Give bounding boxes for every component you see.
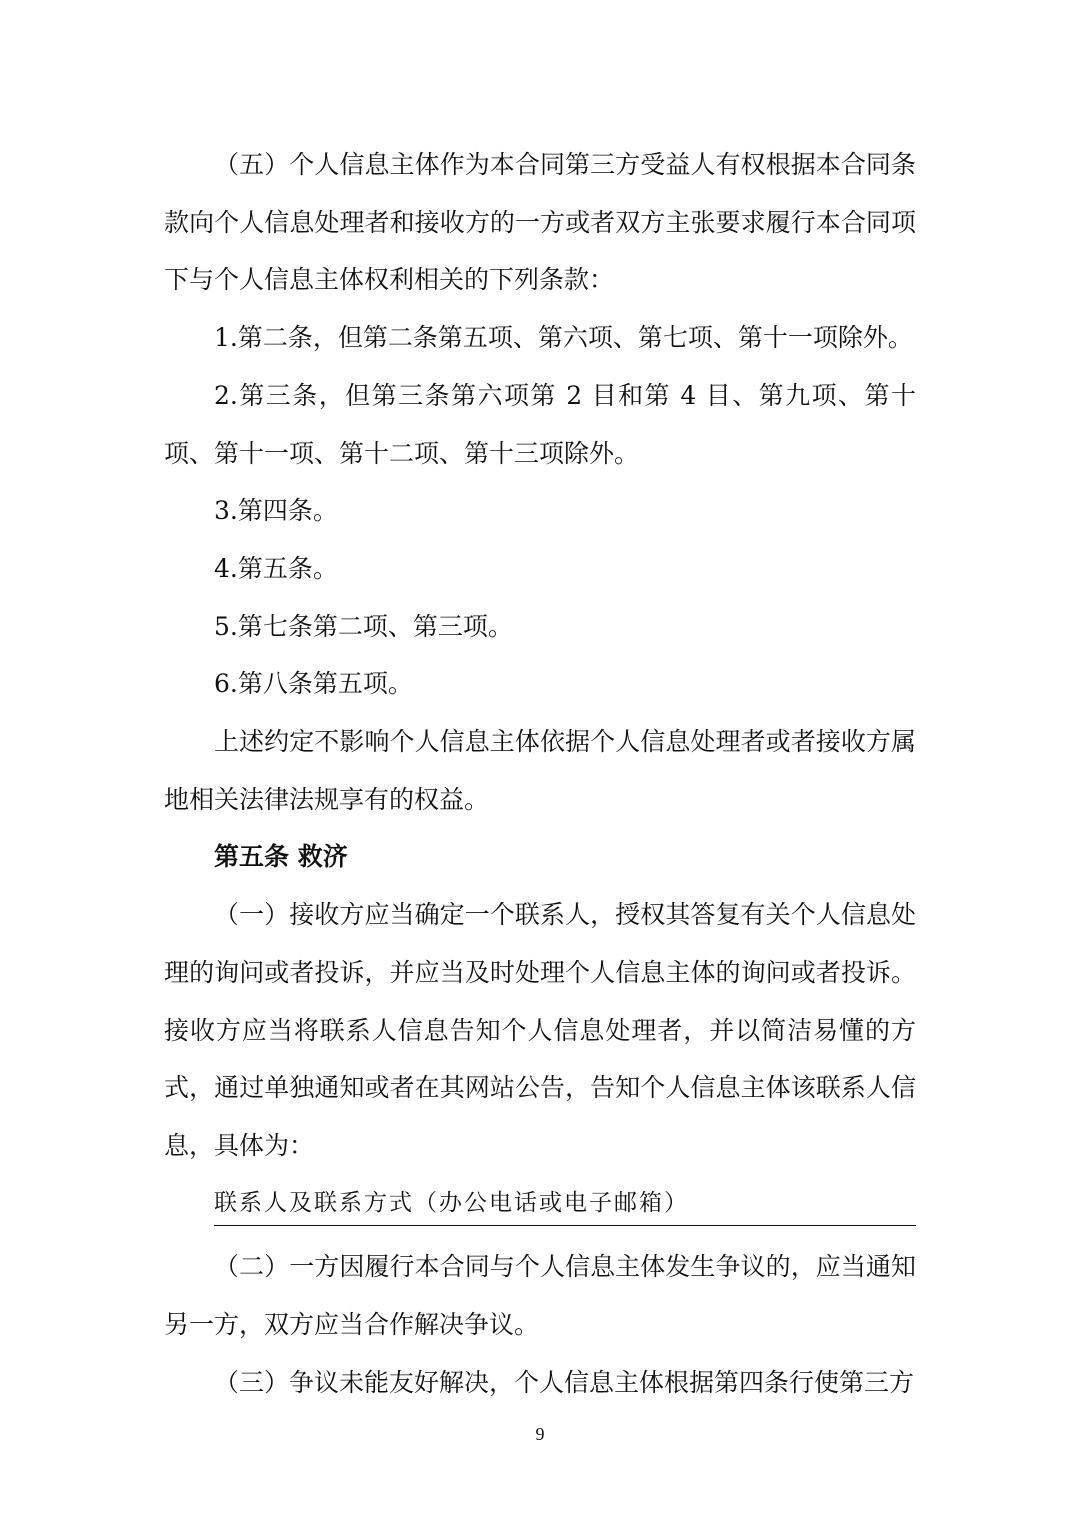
paragraph-dispute-notice: （二）一方因履行本合同与个人信息主体发生争议的，应当通知另一方，双方应当合作解决争议。 [164, 1252, 916, 1340]
paragraph-rights-note: 上述约定不影响个人信息主体依据个人信息处理者或者接收方属地相关法律法规享有的权益。 [164, 727, 916, 814]
fill-in-field-wrapper [164, 1181, 916, 1239]
contact-fill-in-field[interactable]: 联系人及联系方式（办公电话或电子邮箱） [214, 1181, 916, 1226]
list-item-article-4: 3.第四条。 [214, 496, 338, 526]
page-number: 9 [535, 1424, 545, 1444]
document-body [164, 136, 916, 1411]
list-item-article-2: 1.第二条，但第二条第五项、第六项、第七项、第十一项除外。 [214, 323, 913, 353]
paragraph-third-party-rights: （五）个人信息主体作为本合同第三方受益人有权根据本合同条款向个人信息处理者和接收方的一方或者双方主张要求履行本合同项下与个人信息主体权利相关的下列条款： [164, 150, 916, 295]
list-item-article-5: 4.第五条。 [214, 553, 338, 583]
list-item-article-8: 6.第八条第五项。 [214, 669, 413, 699]
list-item-article-7: 5.第七条第二项、第三项。 [214, 611, 513, 641]
list-item-article-3: 2.第三条，但第三条第六项第 2 目和第 4 目、第九项、第十项、第十一项、第十二项、第十三项除外。 [164, 380, 916, 468]
paragraph-dispute-unresolved: （三）争议未能友好解决，个人信息主体根据第四条行使第三方 [214, 1367, 915, 1397]
section-heading: 第五条 救济 [214, 842, 348, 872]
paragraph-contact-person: （一）接收方应当确定一个联系人，授权其答复有关个人信息处理的询问或者投诉，并应当及时处理个人信息主体的询问或者投诉。接收方应当将联系人信息告知个人信息处理者，并以简洁易懂的方式，通过单独通知或者在其网站公告，告知个人信息主体该联系人信息，具体为： [164, 900, 916, 1160]
